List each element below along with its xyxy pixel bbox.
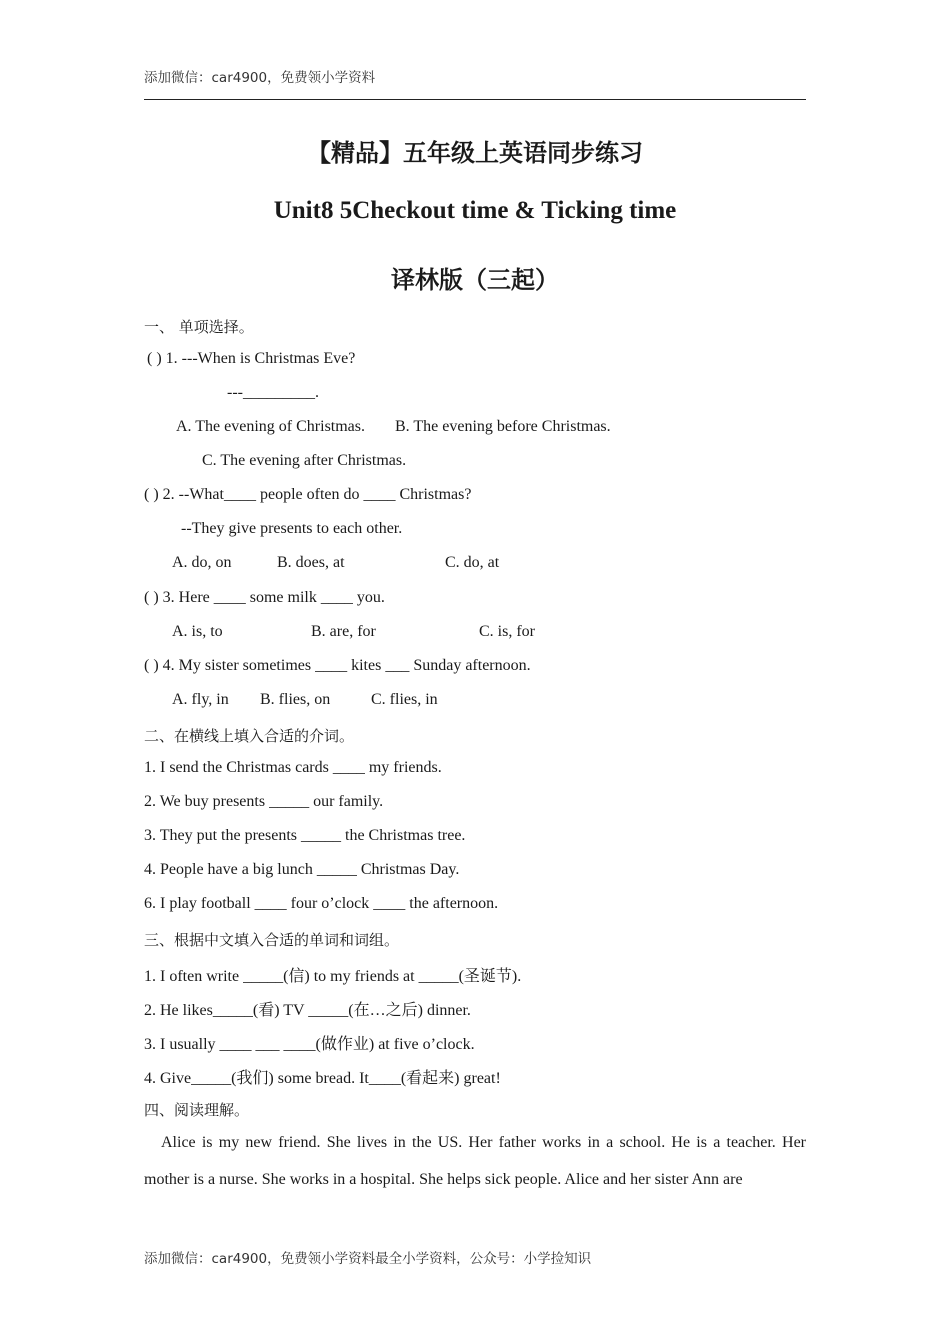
question-2-answer: --They give presents to each other. (181, 520, 403, 537)
option-4a: A. fly, in (172, 691, 229, 708)
fill-item-1: 1. I send the Christmas cards ____ my friends. (144, 759, 442, 776)
translate-item-2: 2. He likes_____(看) TV _____(在…之后) dinner. (144, 1002, 471, 1019)
fill-item-2: 2. We buy presents _____ our family. (144, 793, 384, 810)
option-2c: C. do, at (445, 554, 500, 571)
doc-subtitle: Unit8 5Checkout time & Ticking time (273, 197, 677, 224)
question-1: ( ) 1. ---When is Christmas Eve? (147, 350, 356, 367)
translate-item-1: 1. I often write _____(信) to my friends at _____(圣诞节). (144, 968, 522, 985)
page-footer: 添加微信：car4900，免费领小学资料最全小学资料，公众号：小学捡知识 (144, 1251, 592, 1267)
section-1-heading: 一、 单项选择。 (144, 318, 254, 336)
fill-item-3: 3. They put the presents _____ the Christmas tree. (144, 827, 466, 844)
section-2-heading: 二、在横线上填入合适的介词。 (144, 727, 355, 745)
option-1b: B. The evening before Christmas. (395, 418, 611, 435)
fill-item-6: 6. I play football ____ four o’clock ____ the afternoon. (144, 895, 499, 912)
option-3a: A. is, to (172, 623, 223, 640)
translate-item-4: 4. Give_____(我们) some bread. It____(看起来) great! (144, 1070, 501, 1087)
option-3b: B. are, for (311, 623, 376, 640)
section-4-heading: 四、阅读理解。 (144, 1101, 250, 1119)
option-2a: A. do, on (172, 554, 232, 571)
section-3-heading: 三、根据中文填入合适的单词和词组。 (144, 931, 400, 949)
option-3c: C. is, for (479, 623, 535, 640)
option-1c: C. The evening after Christmas. (202, 452, 407, 469)
question-2: ( ) 2. --What____ people often do ____ Christmas? (144, 486, 472, 503)
reading-passage: Alice is my new friend. She lives in the US. Her father works in a school. He is a teacher. Her mother is a nurse. She works in a hospital. She helps sick people. Alice and her sister Ann are (144, 1134, 806, 1188)
option-4b: B. flies, on (260, 691, 331, 708)
header-divider (144, 99, 806, 100)
question-3: ( ) 3. Here ____ some milk ____ you. (144, 589, 385, 606)
question-1-blank: ---_________. (227, 384, 319, 401)
doc-title: 【精品】五年级上英语同步练习 (307, 139, 643, 167)
option-1a: A. The evening of Christmas. (176, 418, 366, 435)
question-4: ( ) 4. My sister sometimes ____ kites ___ Sunday afternoon. (144, 657, 531, 674)
option-2b: B. does, at (277, 554, 345, 571)
doc-edition: 译林版（三起） (391, 266, 559, 294)
fill-item-4: 4. People have a big lunch _____ Christmas Day. (144, 861, 460, 878)
translate-item-3: 3. I usually ____ ___ ____(做作业) at five o’clock. (144, 1036, 475, 1053)
option-4c: C. flies, in (371, 691, 438, 708)
page-header: 添加微信：car4900，免费领小学资料 (144, 70, 376, 86)
